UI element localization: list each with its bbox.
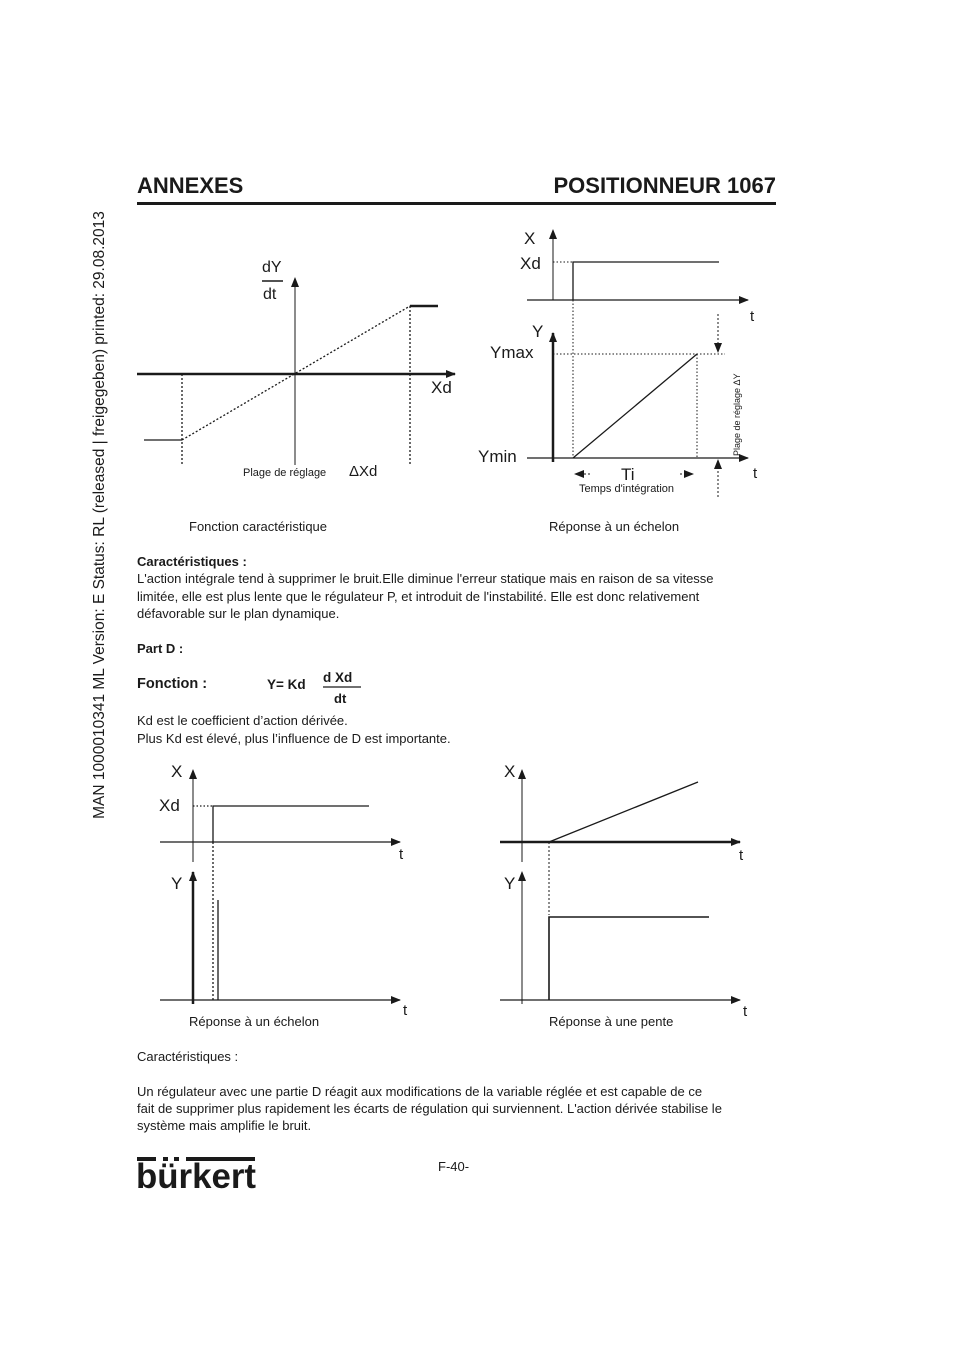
derivative-ramp-response-diagram (500, 770, 740, 1004)
formula-lhs: Y= Kd (267, 677, 306, 692)
fig1-x-label: Xd (431, 378, 452, 397)
section1-line: L'action intégrale tend à supprimer le bruit.Elle diminue l'erreur statique mais en raison de sa vitesse (137, 571, 714, 586)
section2-line: système mais amplifie le bruit. (137, 1118, 312, 1133)
fig2-y-axis-label: Y (532, 322, 544, 341)
fig3-t-label-top: t (399, 846, 404, 863)
fig4-y-axis-label: Y (504, 874, 516, 893)
section1-line: limitée, elle est plus lente que le régulateur P, et introduit de l'instabilité. Elle est donc relativement (137, 589, 700, 604)
fig1-caption: Fonction caractéristique (189, 519, 328, 534)
fig2-range-label: Plage de réglage ΔY (732, 373, 742, 456)
logo-text: bürkert (136, 1157, 257, 1196)
product-title: POSITIONNEUR 1067 (553, 173, 776, 198)
fig2-xd-label: Xd (520, 254, 541, 273)
section1-heading: Caractéristiques : (137, 554, 247, 569)
section2-line: fait de supprimer plus rapidement les écarts de régulation qui surviennent. L'action dérivée stabilise le (137, 1101, 722, 1116)
fig1-y-denominator: dt (263, 286, 277, 303)
characteristic-function-diagram (137, 278, 455, 465)
fig4-t-label-bottom: t (743, 1003, 748, 1020)
fig1-delta-label: ΔXd (349, 463, 378, 480)
derivative-step-response-diagram (160, 770, 400, 1004)
section1-line: défavorable sur le plan dynamique. (137, 606, 340, 621)
kd-line: Plus Kd est élevé, plus l’influence de D est importante. (137, 731, 451, 746)
fig4-t-label-top: t (739, 847, 744, 864)
fig2-ti-label: Ti (621, 465, 635, 484)
kd-line: Kd est le coefficient d’action dérivée. (137, 713, 348, 728)
fig4-caption: Réponse à une pente (549, 1014, 674, 1029)
fig2-ymin-label: Ymin (478, 447, 517, 466)
page-number: F-40- (438, 1159, 470, 1174)
section-title: ANNEXES (137, 173, 244, 198)
formula-label: Fonction : (137, 676, 208, 692)
fig3-caption: Réponse à un échelon (189, 1014, 320, 1029)
fig2-x-axis-label: X (524, 229, 536, 248)
fig4-x-axis-label: X (504, 762, 516, 781)
formula-denominator: dt (334, 691, 347, 706)
integral-step-response-diagram (527, 230, 748, 497)
fig1-y-numerator: dY (262, 259, 282, 276)
fig1-range-label: Plage de réglage (243, 467, 327, 479)
document-stamp: MAN 1000010341 ML Version: E Status: RL (released | freigegeben) printed: 29.08.2013 (91, 211, 108, 819)
fig3-x-axis-label: X (171, 762, 183, 781)
formula-numerator: d Xd (323, 670, 353, 685)
section2-line: Un régulateur avec une partie D réagit aux modifications de la variable réglée et est capable de ce (137, 1084, 703, 1099)
fig2-t-label-top: t (750, 308, 755, 325)
fig2-caption: Réponse à un échelon (549, 519, 680, 534)
fig2-t-label-bottom: t (753, 465, 758, 482)
part-d-heading: Part D : (137, 641, 184, 656)
section2-heading: Caractéristiques : (137, 1049, 239, 1064)
fig2-ymax-label: Ymax (490, 343, 534, 362)
burkert-logo (136, 1157, 256, 1196)
fig3-xd-label: Xd (159, 796, 180, 815)
fig3-y-axis-label: Y (171, 874, 183, 893)
fig3-t-label-bottom: t (403, 1002, 408, 1019)
fig2-ti-description: Temps d'intégration (579, 483, 675, 495)
